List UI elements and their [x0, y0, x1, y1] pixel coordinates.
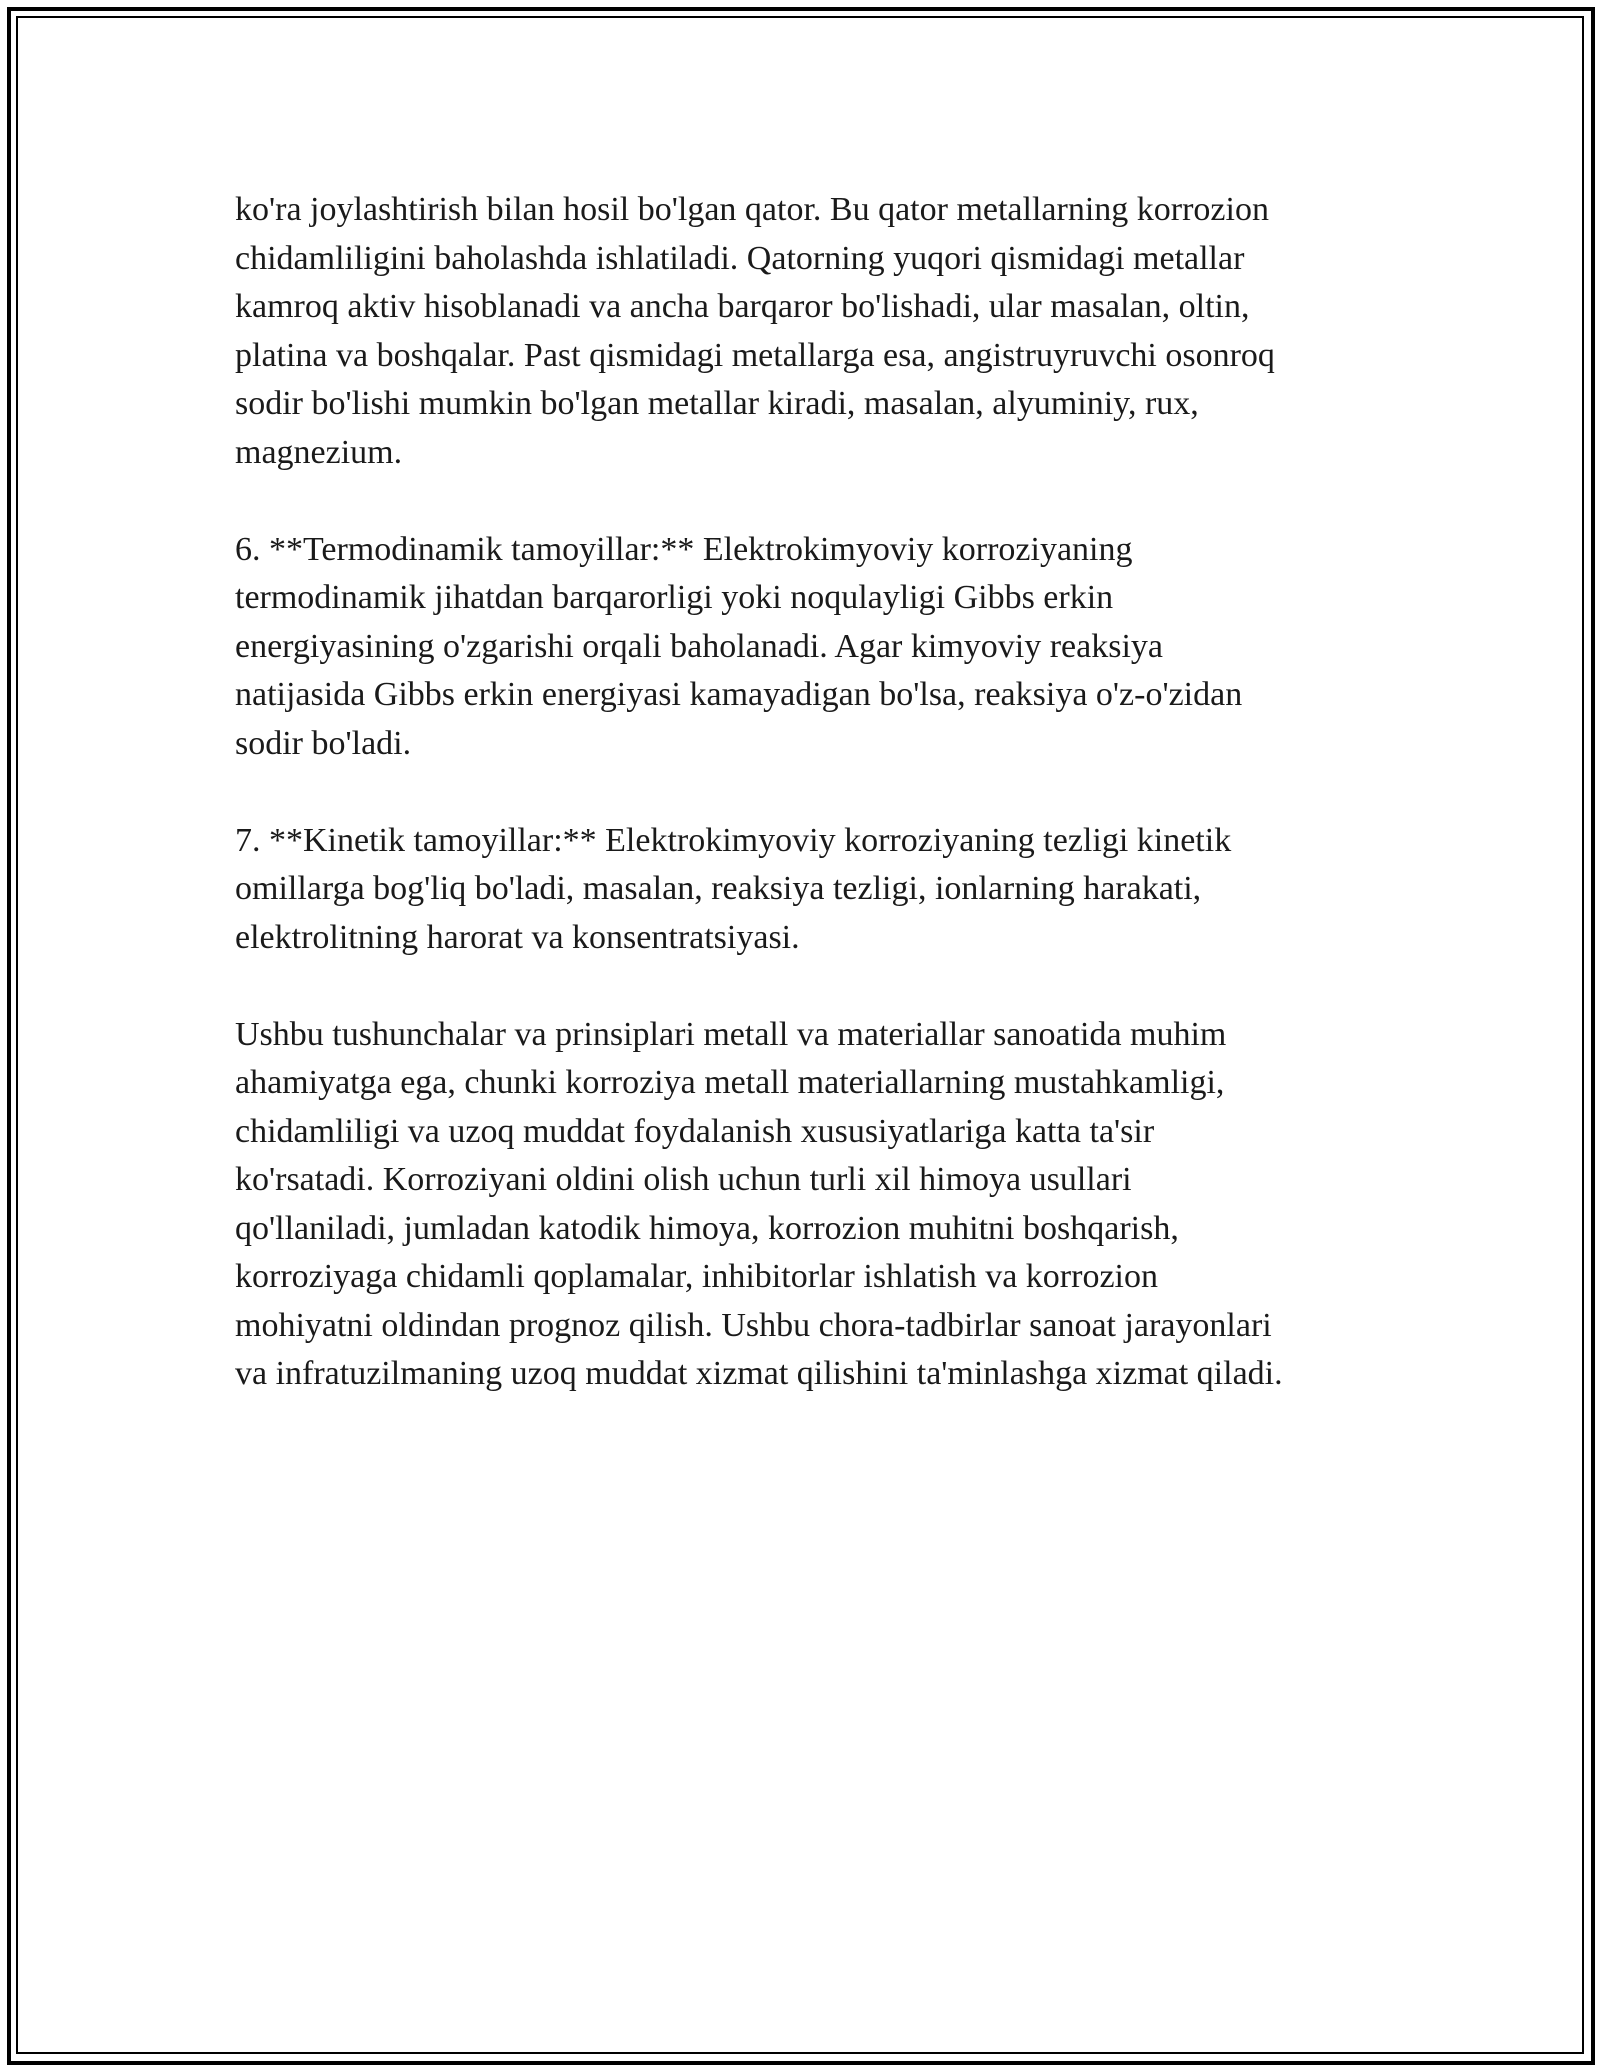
- paragraph-kinetic-principles: 7. **Kinetik tamoyillar:** Elektrokimyoviy korroziyaning tezligi kinetik omillarga bog'liq bo'ladi, masalan, reaksiya tezligi, ionlarning harakati, elektrolitning harorat va konsentratsiyasi.: [235, 821, 1232, 956]
- paragraph-conclusion: Ushbu tushunchalar va prinsiplari metall va materiallar sanoatida muhim ahamiyatga ega, chunki korroziya metall materiallarning mustahkamligi, chidamliligi va uzoq muddat foydalanish xususiyatlariga katta ta'sir ko'rsatadi. Korroziyani oldini olish uchun turli xil himoya usullari qo'llaniladi, jumladan katodik himoya, korrozion muhitni boshqarish, korroziyaga chidamli qoplamalar, inhibitorlar ishlatish va korrozion mohiyatni oldindan prognoz qilish. Ushbu chora-tadbirlar sanoat jarayonlari va infratuzilmaning uzoq muddat xizmat qilishini ta'minlashga xizmat qiladi.: [235, 1015, 1283, 1392]
- document-body: [235, 186, 1395, 1447]
- paragraph-series-description: ko'ra joylashtirish bilan hosil bo'lgan qator. Bu qator metallarning korrozion chidamliligini baholashda ishlatiladi. Qatorning yuqori qismidagi metallar kamroq aktiv hisoblanadi va ancha barqaror bo'lishadi, ular masalan, oltin, platina va boshqalar. Past qismidagi metallarga esa, angistruyruvchi osonroq sodir bo'lishi mumkin bo'lgan metallar kiradi, masalan, alyuminiy, rux, magnezium.: [235, 191, 1275, 471]
- paragraph-thermodynamic-principles: 6. **Termodinamik tamoyillar:** Elektrokimyoviy korroziyaning termodinamik jihatdan barqarorligi yoki noqulayligi Gibbs erkin energiyasining o'zgarishi orqali baholanadi. Agar kimyoviy reaksiya natijasida Gibbs erkin energiyasi kamayadigan bo'lsa, reaksiya o'z-o'zidan sodir bo'ladi.: [235, 530, 1243, 762]
